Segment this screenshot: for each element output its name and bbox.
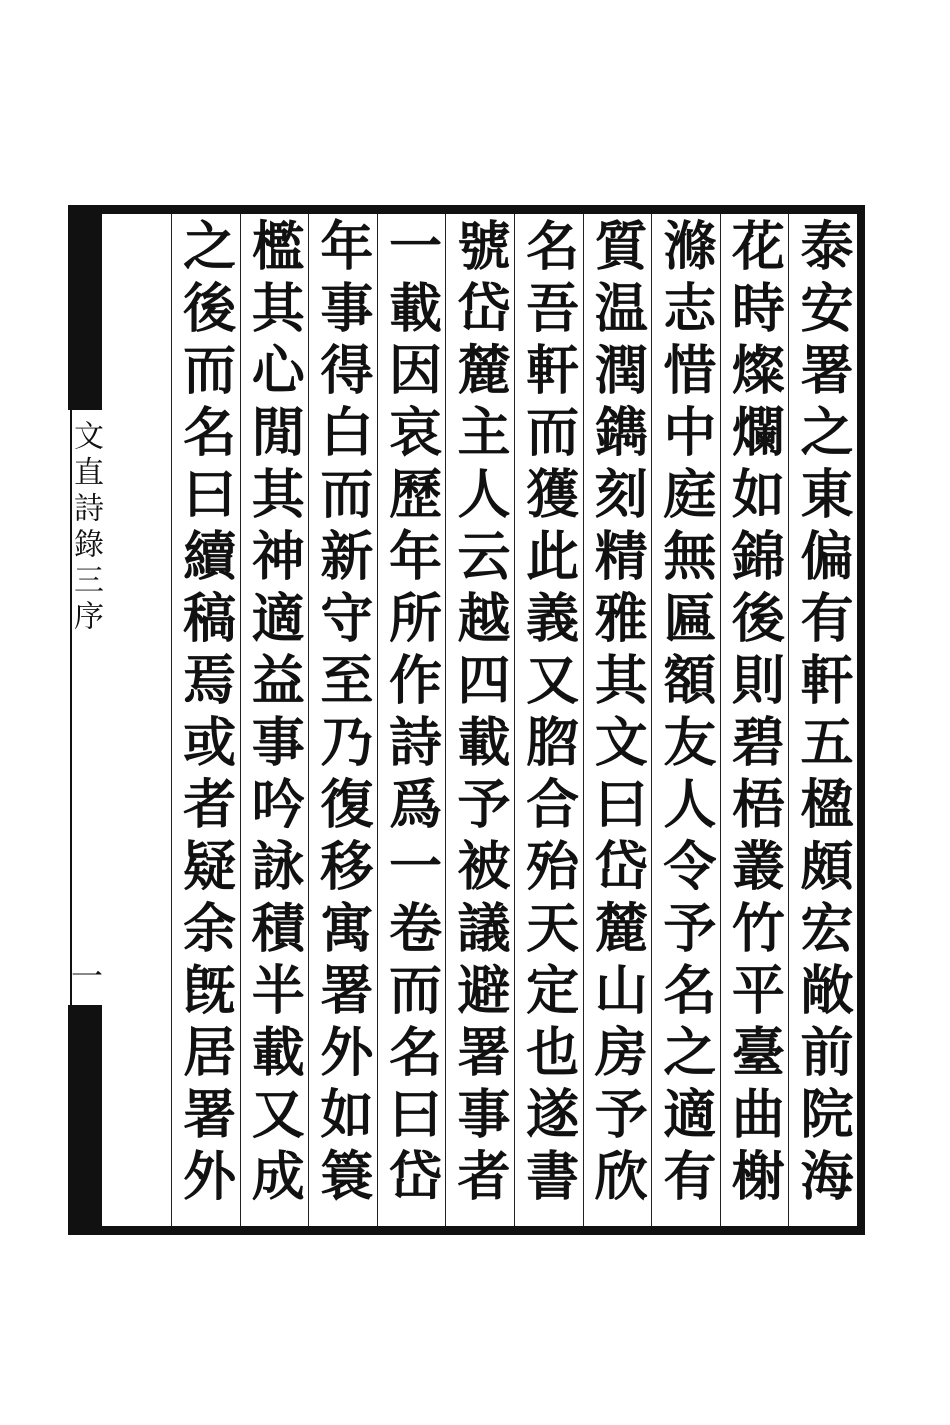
text-column-1: 泰安署之東偏有軒五楹頗宏敞前院海	[788, 214, 857, 1226]
margin-book-title: 文直詩錄三序	[68, 420, 103, 636]
margin-black-block-top	[68, 205, 102, 410]
text-column-9: 檻其心閒其神適益事吟詠積半載又成	[240, 214, 309, 1226]
text-column-2: 花時燦爛如錦後則碧梧叢竹平臺曲榭	[720, 214, 789, 1226]
text-column-4: 質温潤鐫刻精雅其文曰岱麓山房予欣	[583, 214, 652, 1226]
text-column-7: 一載因哀歷年所作詩爲一卷而名曰岱	[377, 214, 446, 1226]
text-column-8: 年事得白而新守至乃復移寓署外如簑	[308, 214, 377, 1226]
text-column-3: 滌志惜中庭無匾額友人令予名之適有	[651, 214, 720, 1226]
text-column-6: 號岱麓主人云越四載予被議避署事者	[445, 214, 514, 1226]
text-columns	[102, 214, 857, 1226]
book-margin-column	[68, 205, 102, 1235]
text-column-5: 名吾軒而獲此義又脗合殆天定也遂書	[514, 214, 583, 1226]
text-column-10: 之後而名曰續稿焉或者疑余旣居署外	[171, 214, 240, 1226]
margin-page-number: 一	[66, 959, 104, 991]
margin-black-block-bottom	[68, 1005, 102, 1235]
